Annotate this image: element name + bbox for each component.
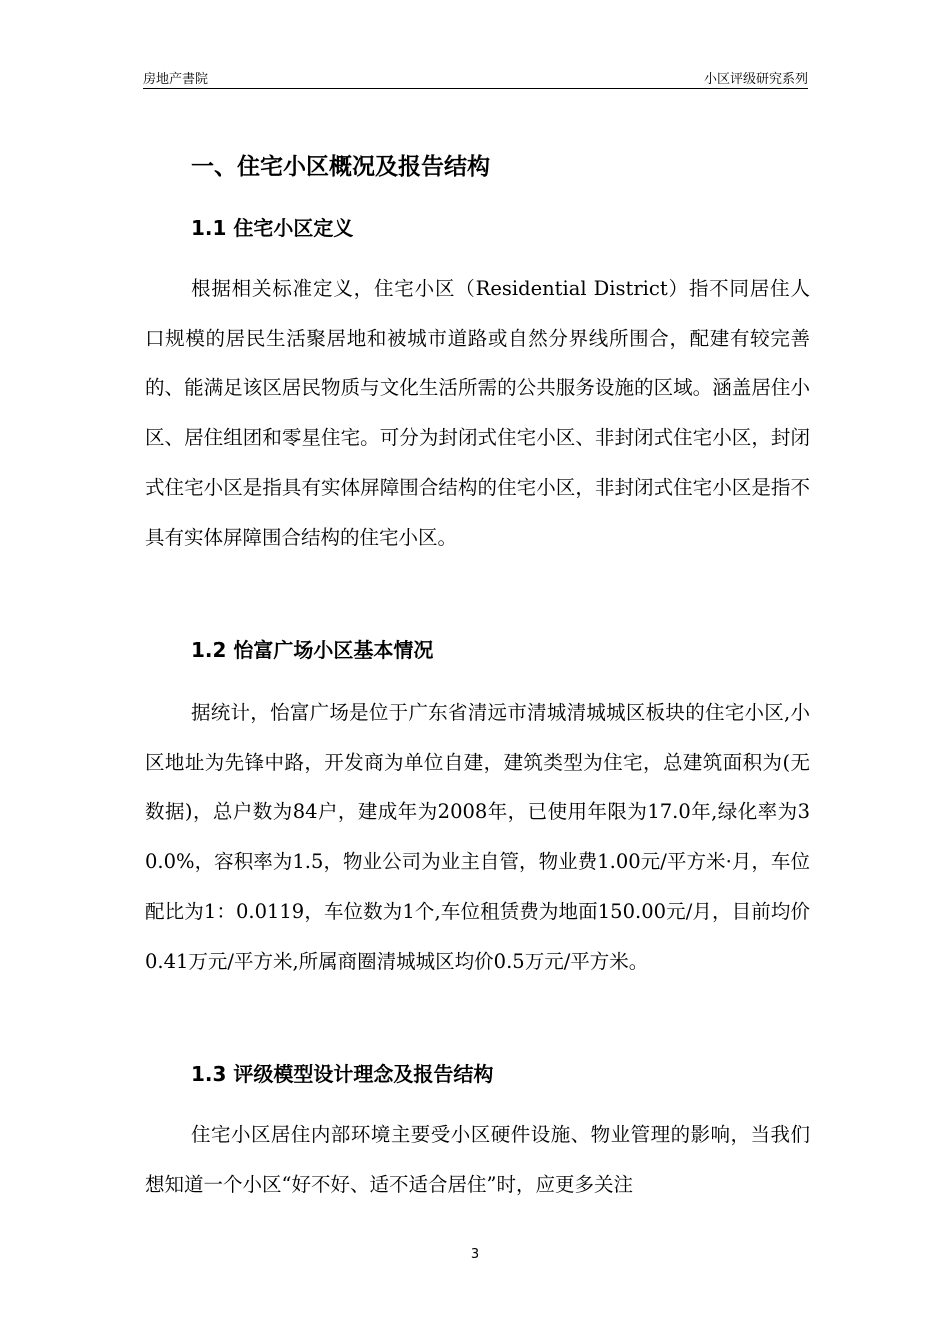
- section-heading-1-3: 1.3 评级模型设计理念及报告结构: [191, 1062, 494, 1086]
- chapter-title: 一、住宅小区概况及报告结构: [191, 154, 490, 180]
- section-paragraph-1-2: 据统计，怡富广场是位于广东省清远市清城清城城区板块的住宅小区,小区地址为先锋中路，开发商为单位自建，建筑类型为住宅，总建筑面积为(无数据)，总户数为84户，建成年为2008年，已使用年限为17.0年,绿化率为30.0%，容积率为1.5，物业公司为业主自管，物业费1.00元/平方米·月，车位配比为1：0.0119，车位数为1个,车位租赁费为地面150.00元/月，目前均价0.41万元/平方米,所属商圈清城城区均价0.5万元/平方米。: [145, 701, 810, 973]
- header-publisher: 房地产書院: [143, 72, 209, 87]
- section-paragraph-1-1: 根据相关标准定义，住宅小区（Residential District）指不同居住人口规模的居民生活聚居地和被城市道路或自然分界线所围合，配建有较完善的、能满足该区居民物质与文化生活所需的公共服务设施的区域。涵盖居住小区、居住组团和零星住宅。可分为封闭式住宅小区、非封闭式住宅小区，封闭式住宅小区是指具有实体屏障围合结构的住宅小区，非封闭式住宅小区是指不具有实体屏障围合结构的住宅小区。: [145, 277, 810, 549]
- header-series: 小区评级研究系列: [703, 72, 808, 87]
- section-paragraph-1-3: 住宅小区居住内部环境主要受小区硬件设施、物业管理的影响，当我们想知道一个小区“好不好、适不适合居住”时，应更多关注: [145, 1123, 810, 1196]
- section-heading-1-2: 1.2 怡富广场小区基本情况: [191, 638, 434, 662]
- page-number: 3: [470, 1247, 480, 1262]
- page-header: [143, 66, 808, 89]
- section-heading-1-1: 1.1 住宅小区定义: [191, 216, 354, 240]
